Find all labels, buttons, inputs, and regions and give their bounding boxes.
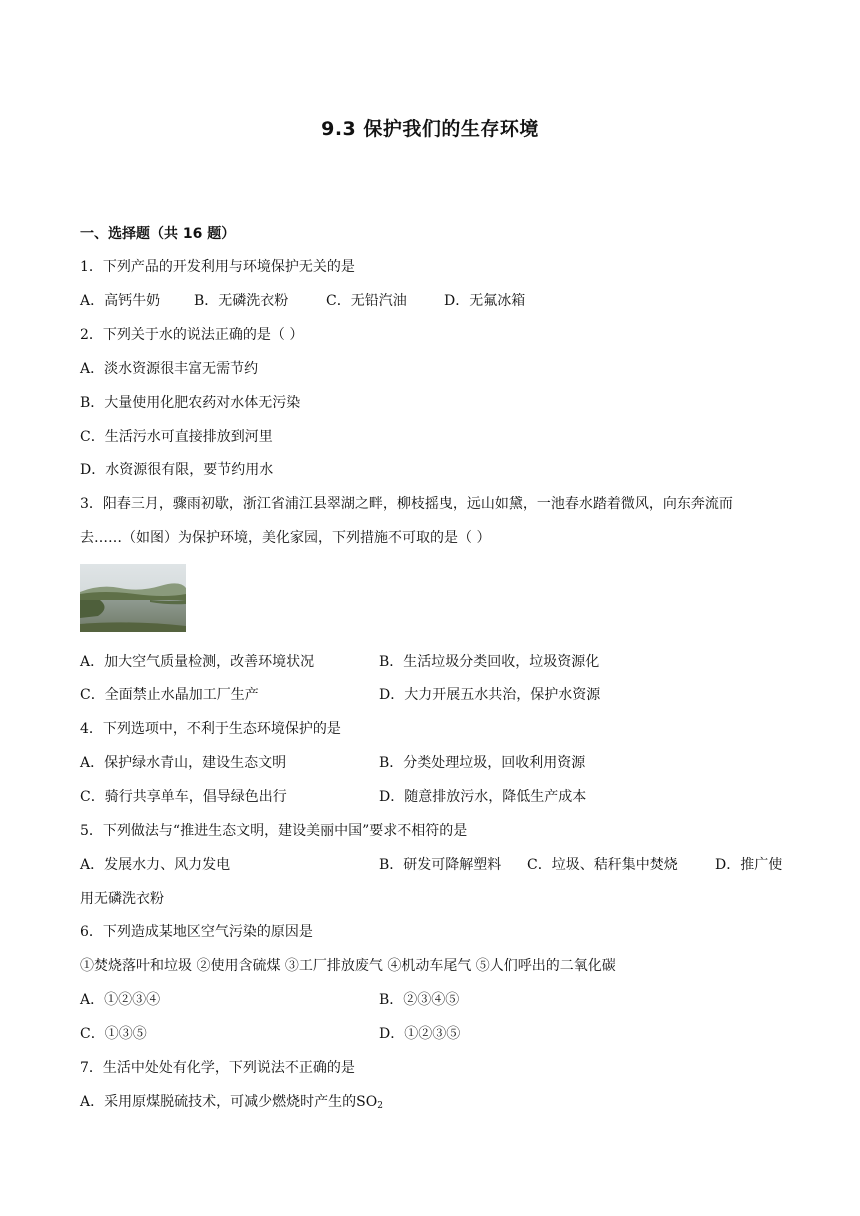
question-4-option-d[interactable]: D．随意排放污水，降低生产成本: [379, 789, 587, 805]
question-3-option-a[interactable]: A．加大空气质量检测，改善环境状况: [80, 654, 315, 670]
question-1-option-c[interactable]: C．无铅汽油: [326, 293, 407, 309]
lake-photo: [80, 564, 186, 632]
question-5-stem: 5．下列做法与“推进生态文明，建设美丽中国”要求不相符的是: [80, 823, 468, 839]
question-2-stem: 2．下列关于水的说法正确的是（ ）: [80, 327, 304, 343]
question-4-stem: 4．下列选项中，不利于生态环境保护的是: [80, 721, 341, 737]
question-2-option-a[interactable]: A．淡水资源很丰富无需节约: [80, 361, 259, 377]
question-2-option-c[interactable]: C．生活污水可直接排放到河里: [80, 429, 273, 445]
question-1-option-d[interactable]: D．无氟冰箱: [444, 293, 526, 309]
question-2-option-b[interactable]: B．大量使用化肥农药对水体无污染: [80, 395, 301, 411]
question-3-option-d[interactable]: D．大力开展五水共治，保护水资源: [379, 687, 601, 703]
question-2-option-d[interactable]: D．水资源很有限，要节约用水: [80, 462, 274, 478]
question-5-option-d-wrap: 用无磷洗衣粉: [80, 891, 164, 907]
question-7-option-a-text: A．采用原煤脱硫技术，可减少燃烧时产生的SO: [80, 1094, 378, 1110]
section-heading: 一、选择题（共 16 题）: [80, 226, 236, 242]
question-5-option-b[interactable]: B．研发可降解塑料: [379, 857, 502, 873]
question-4-option-c[interactable]: C．骑行共享单车，倡导绿色出行: [80, 789, 287, 805]
question-5-option-c[interactable]: C．垃圾、秸秆集中焚烧: [527, 857, 678, 873]
question-7-option-a[interactable]: [80, 1092, 383, 1116]
question-6-option-d[interactable]: D．①②③⑤: [379, 1026, 461, 1042]
question-5-option-a[interactable]: A．发展水力、风力发电: [80, 857, 231, 873]
question-6-stem: 6．下列造成某地区空气污染的原因是: [80, 924, 313, 940]
question-1-option-b[interactable]: B．无磷洗衣粉: [194, 293, 289, 309]
question-4-option-b[interactable]: B．分类处理垃圾，回收利用资源: [379, 755, 586, 771]
question-6-option-b[interactable]: B．②③④⑤: [379, 992, 460, 1008]
lake-photo-image: [80, 564, 186, 632]
question-7-stem: 7．生活中处处有化学，下列说法不正确的是: [80, 1060, 355, 1076]
question-3-stem-line-1: 3．阳春三月，骤雨初歇，浙江省浦江县翠湖之畔，柳枝摇曳，远山如黛，一池春水踏着微风，向东奔流而: [80, 496, 733, 512]
question-3-stem-line-2: 去……（如图）为保护环境，美化家园，下列措施不可取的是（ ）: [80, 530, 491, 546]
question-6-option-c[interactable]: C．①③⑤: [80, 1026, 147, 1042]
question-3-option-c[interactable]: C．全面禁止水晶加工厂生产: [80, 687, 259, 703]
question-3-option-b[interactable]: B．生活垃圾分类回收，垃圾资源化: [379, 654, 600, 670]
question-1-stem: 1．下列产品的开发利用与环境保护无关的是: [80, 259, 355, 275]
question-5-option-d[interactable]: D．推广使: [715, 857, 783, 873]
question-7-option-a-subscript: 2: [377, 1101, 383, 1111]
document-title: 9.3 保护我们的生存环境: [321, 118, 539, 140]
question-1-option-a[interactable]: A．高钙牛奶: [80, 293, 161, 309]
question-4-option-a[interactable]: A．保护绿水青山，建设生态文明: [80, 755, 287, 771]
question-6-option-a[interactable]: A．①②③④: [80, 992, 161, 1008]
question-6-items: ①焚烧落叶和垃圾 ②使用含硫煤 ③工厂排放废气 ④机动车尾气 ⑤人们呼出的二氧化碳: [80, 958, 616, 974]
